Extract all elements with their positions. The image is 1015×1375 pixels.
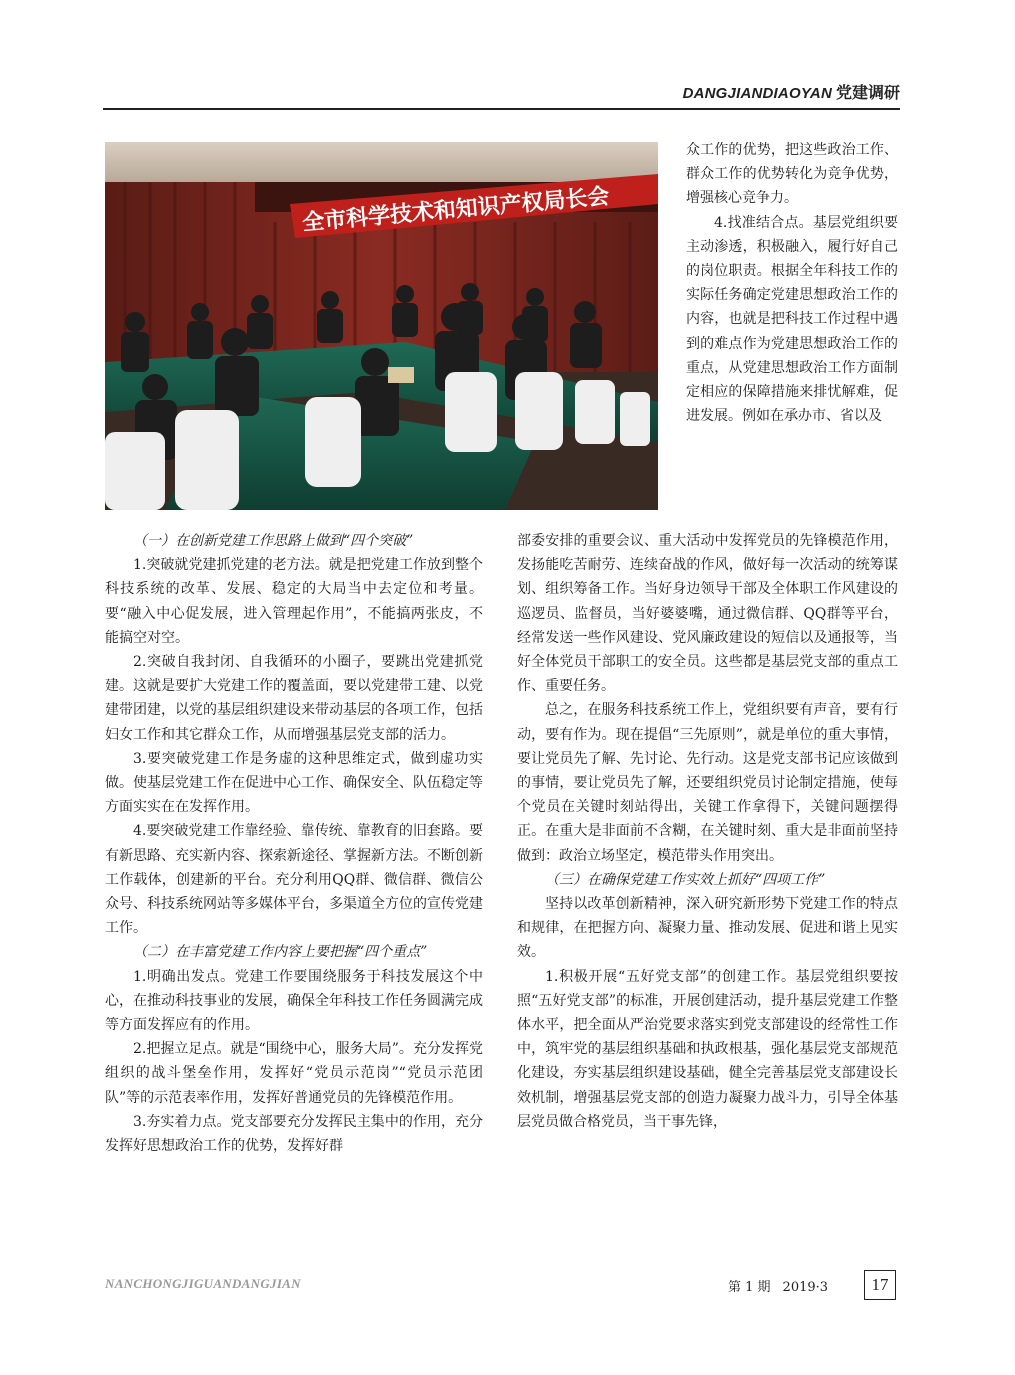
left-column (105, 529, 483, 1158)
paragraph: 1.明确出发点。党建工作要围绕服务于科技发展这个中心，在推动科技事业的发展，确保全年科技工作任务圆满完成等方面发挥应有的作用。 (105, 968, 483, 1034)
paragraph: 2.突破自我封闭、自我循环的小圈子，要跳出党建抓党建。这就是要扩大党建工作的覆盖面，要以党建带工建、以党建带团建，以党的基层组织建设来带动基层的各项工作，包括妇女工作和其它群众工作，从而增强基层党支部的活力。 (105, 654, 483, 743)
paragraph: 3.要突破党建工作是务虚的这种思维定式，做到虚功实做。使基层党建工作在促进中心工作、确保安全、队伍稳定等方面实实在在发挥作用。 (105, 750, 483, 816)
header-section-title: 党建调研 (835, 83, 900, 102)
issue-date: 2019·3 (782, 1280, 829, 1295)
banner-text: 全市科学技术和知识产权局长会 (301, 184, 611, 236)
section-heading-3: （三）在确保党建工作实效上抓好“四项工作” (545, 871, 826, 888)
footer-issue (728, 1276, 840, 1295)
paragraph: 3.夯实着力点。党支部要充分发挥民主集中的作用，充分发挥好思想政治工作的优势，发挥好群 (105, 1113, 483, 1155)
paragraph: 4.要突破党建工作靠经验、靠传统、靠教育的旧套路。要有新思路、充实新内容、探索新途径、掌握新方法。不断创新工作载体，创建新的平台。充分利用QQ群、微信群、微信公众号、科技系统网站等多媒体平台，多渠道全方位的宣传党建工作。 (105, 823, 483, 937)
page-number: 17 (864, 1270, 896, 1300)
paragraph: 1.积极开展“五好党支部”的创建工作。基层党组织要按照“五好党支部”的标准，开展创建活动，提升基层党建工作整体水平，把全面从严治党要求落实到党支部建设的经常性工作中，筑牢党的基层组织基础和执政根基，强化基层党支部规范化建设，夯实基层组织建设基础，健全完善基层党支部建设长效机制，增强基层党支部的创造力凝聚力战斗力，引导全体基层党员做合格党员，当干事先锋， (517, 968, 898, 1130)
paragraph: 总之，在服务科技系统工作上，党组织要有声音，要有行动，要有作为。现在提倡“三先原则”，就是单位的重大事情，要让党员先了解、先讨论、先行动。这是党支部书记应该做到的事情，要让党员先了解，还要组织党员讨论制定措施，使每个党员在关键时刻站得出，关键工作拿得下，关键问题摆得正。在重大是非面前不含糊，在关键时刻、重大是非面前坚持做到：政治立场坚定，模范带头作用突出。 (517, 702, 898, 864)
section-heading-2: （二）在丰富党建工作内容上要把握“四个重点” (133, 944, 428, 961)
paragraph: 2.把握立足点。就是“围绕中心，服务大局”。充分发挥党组织的战斗堡垒作用，发挥好“党员示范岗”“党员示范团队”等的示范表率作用，发挥好普通党员的先锋模范作用。 (105, 1041, 483, 1106)
running-header (660, 80, 900, 104)
header-rule (103, 108, 900, 110)
right-column (517, 529, 898, 1134)
section-heading-1: （一）在创新党建工作思路上做到“四个突破” (133, 533, 414, 549)
issue-number: 第 1 期 (728, 1280, 771, 1295)
paragraph: 4.找准结合点。基层党组织要主动渗透，积极融入，履行好自己的岗位职责。根据全年科技工作的实际任务确定党建思想政治工作的内容，也就是把科技工作过程中遇到的难点作为党建思想政治工作的重点，从党建思想政治工作方面制定相应的保障措施来排忧解难，促进发展。例如在承办市、省以及 (686, 214, 898, 425)
footer-journal-name: NANCHONGJIGUANDANGJIAN (105, 1276, 301, 1291)
paragraph: 部委安排的重要会议、重大活动中发挥党员的先锋模范作用，发扬能吃苦耐劳、连续奋战的作风，做好每一次活动的统筹谋划、组织筹备工作。当好身边领导干部及全体职工作风建设的巡逻员、监督员，当好婆婆嘴，通过微信群、QQ群等平台，经常发送一些作风建设、党风廉政建设的短信以及通报等，当好全体党员干部职工的安全员。这些都是基层党支部的重点工作、重要任务。 (517, 533, 898, 695)
meeting-photo (105, 142, 658, 510)
header-latin-title: DANGJIANDIAOYAN (682, 85, 832, 102)
right-top-column (686, 138, 898, 428)
paragraph: 1.突破就党建抓党建的老方法。就是把党建工作放到整个科技系统的改革、发展、稳定的大局当中去定位和考量。要“融入中心促发展，进入管理起作用”，不能搞两张皮，不能搞空对空。 (105, 557, 483, 646)
paragraph: 众工作的优势，把这些政治工作、群众工作的优势转化为竞争优势，增强核心竞争力。 (686, 142, 898, 207)
paragraph: 坚持以改革创新精神，深入研究新形势下党建工作的特点和规律，在把握方向、凝聚力量、推动发展、促进和谐上见实效。 (517, 896, 898, 961)
